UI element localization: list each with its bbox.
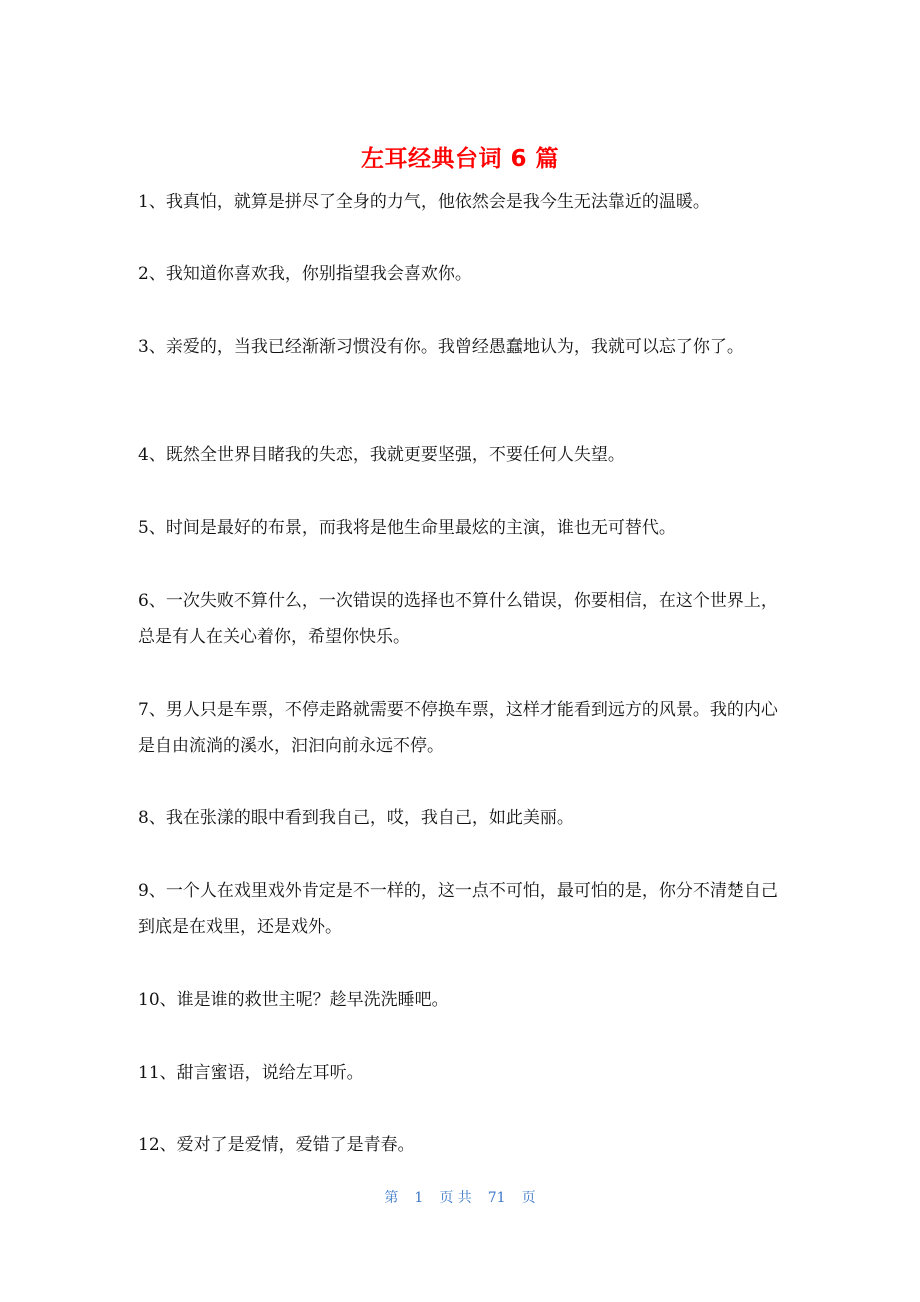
footer-prefix: 第: [384, 1190, 399, 1206]
page-number-footer: [0, 1187, 920, 1207]
footer-suffix: 页: [521, 1190, 536, 1206]
paragraph: 5、时间是最好的布景，而我将是他生命里最炫的主演，谁也无可替代。: [138, 518, 676, 538]
paragraph: 2、我知道你喜欢我，你别指望我会喜欢你。: [138, 264, 472, 284]
paragraph: 12、爱对了是爱情，爱错了是青春。: [138, 1135, 415, 1155]
paragraph: 10、谁是谁的救世主呢？趁早洗洗睡吧。: [138, 990, 449, 1010]
document-title: 左耳经典台词 6 篇: [360, 146, 560, 172]
paragraph: 9、一个人在戏里戏外肯定是不一样的，这一点不可怕，最可怕的是，你分不清楚自己到底是在戏里，还是戏外。: [138, 881, 778, 937]
paragraph: 7、男人只是车票，不停走路就需要不停换车票，这样才能看到远方的风景。我的内心是自由流淌的溪水，汩汩向前永远不停。: [138, 700, 778, 756]
paragraph: 6、一次失败不算什么，一次错误的选择也不算什么错误，你要相信，在这个世界上，总是有人在关心着你，希望你快乐。: [138, 591, 778, 647]
total-pages-number: 71: [487, 1190, 506, 1206]
paragraph: 1、我真怕，就算是拼尽了全身的力气，他依然会是我今生无法靠近的温暖。: [138, 192, 710, 212]
footer-middle: 页 共: [439, 1190, 472, 1206]
current-page-number: 1: [414, 1190, 424, 1206]
paragraph: 3、亲爱的，当我已经渐渐习惯没有你。我曾经愚蠢地认为，我就可以忘了你了。: [138, 337, 744, 357]
paragraph: 8、我在张漾的眼中看到我自己，哎，我自己，如此美丽。: [138, 808, 574, 828]
paragraph: 4、既然全世界目睹我的失恋，我就更要坚强，不要任何人失望。: [138, 445, 625, 465]
paragraph: 11、甜言蜜语，说给左耳听。: [138, 1063, 364, 1083]
